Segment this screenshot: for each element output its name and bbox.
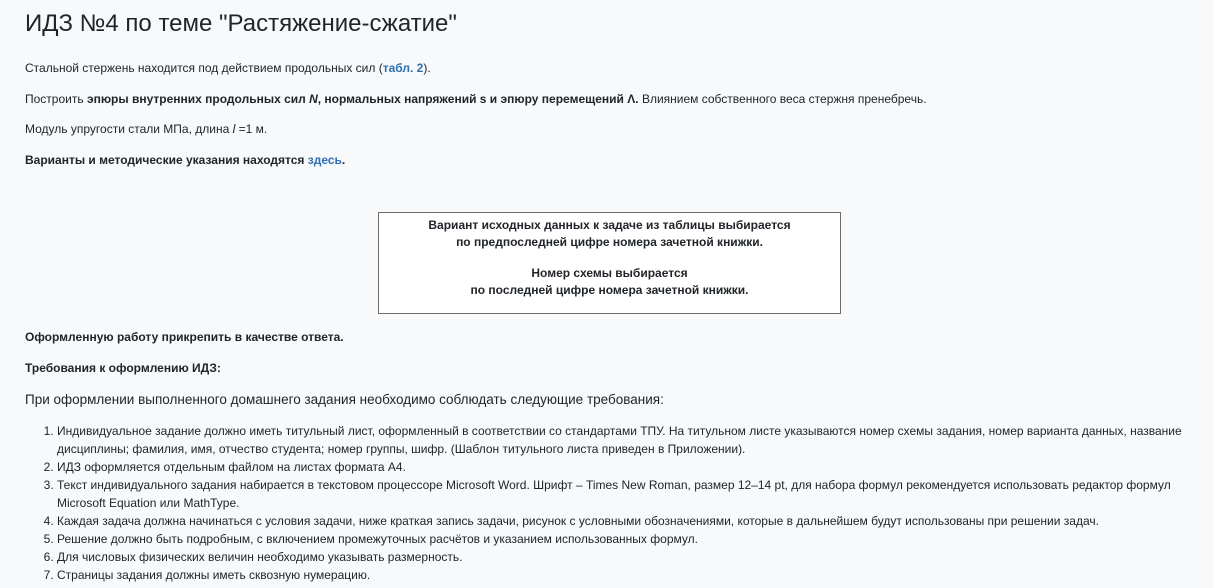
modulus-paragraph xyxy=(25,121,267,137)
intro-paragraph xyxy=(25,60,431,76)
page-title: ИДЗ №4 по теме "Растяжение-сжатие" xyxy=(25,10,457,37)
list-item: 4. Каждая задача должна начинаться с условия задачи, ниже краткая запись задачи, рисунок с условными обозначениями, которые в дальнейшем будут использованы при решении задач. xyxy=(57,512,1207,530)
attach-instruction: Оформленную работу прикрепить в качестве ответа. xyxy=(25,330,344,344)
intro-text: Стальной стержень находится под действием продольных сил ( xyxy=(25,61,383,75)
list-item: 3. Текст индивидуального задания набирается в текстовом процессоре Microsoft Word. Шрифт – Times New Roman, размер 12–14 pt, для набора формул рекомендуется использовать редактор формул Microsoft Equation или MathType. xyxy=(57,476,1207,512)
modulus-suffix: =1 м. xyxy=(235,122,268,136)
variants-text: Варианты и методические указания находятся xyxy=(25,153,308,167)
notice-gap xyxy=(379,251,840,265)
task-bold-n: N xyxy=(309,92,318,106)
length-symbol: l xyxy=(232,122,236,136)
list-item: 1. Индивидуальное задание должно иметь титульный лист, оформленный в соответствии со стандартами ТПУ. На титульном листе указываются номер схемы задания, номер варианта данных, название дисциплины; фамилия, имя, отчество студента; номер группы, шифр. (Шаблон титульного листа приведен в Приложении). xyxy=(57,422,1207,458)
list-item: 2. ИДЗ оформляется отдельным файлом на листах формата А4. xyxy=(57,458,1207,476)
task-paragraph xyxy=(25,91,927,107)
list-item: 7. Страницы задания должны иметь сквозную нумерацию. xyxy=(57,566,1207,584)
notice-line-4: по последней цифре номера зачетной книжки. xyxy=(470,283,749,297)
requirements-intro: При оформлении выполненного домашнего задания необходимо соблюдать следующие требования: xyxy=(25,392,664,407)
intro-text-end: ). xyxy=(423,61,431,75)
notice-line-2: по предпоследней цифре номера зачетной книжки. xyxy=(456,235,763,249)
here-link[interactable]: здесь xyxy=(307,153,342,167)
modulus-prefix: Модуль упругости стали МПа, длина xyxy=(25,122,233,136)
list-item: 6. Для числовых физических величин необходимо указывать размерность. xyxy=(57,548,1207,566)
task-bold-2: , нормальных напряжений s и эпюру перемещений Λ. xyxy=(317,92,639,106)
task-bold-1: эпюры внутренних продольных сил xyxy=(86,92,310,106)
notice-line-3: Номер схемы выбирается xyxy=(531,266,688,280)
requirements-heading: Требования к оформлению ИДЗ: xyxy=(25,361,221,375)
task-suffix: Влиянием собственного веса стержня пренебречь. xyxy=(638,92,927,106)
variant-notice-box xyxy=(378,212,841,314)
requirements-list xyxy=(25,422,1207,584)
variants-paragraph xyxy=(25,152,345,168)
notice-line-1: Вариант исходных данных к задаче из таблицы выбирается xyxy=(428,218,791,232)
variants-dot: . xyxy=(341,153,346,167)
task-prefix: Построить xyxy=(25,92,87,106)
table-2-link[interactable]: табл. 2 xyxy=(382,61,424,75)
list-item: 5. Решение должно быть подробным, с включением промежуточных расчётов и указанием использованных формул. xyxy=(57,530,1207,548)
